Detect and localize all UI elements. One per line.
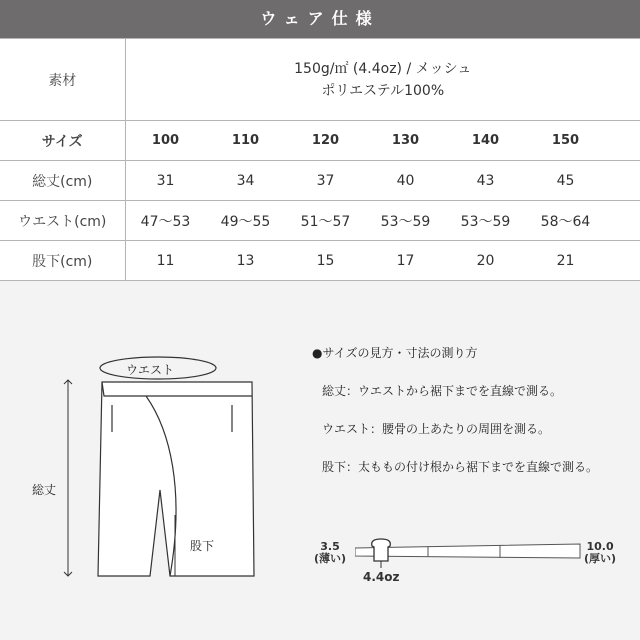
page-title: ウェア仕様 (0, 0, 640, 38)
waist-label: ウエスト (126, 363, 175, 377)
cell: 45 (556, 172, 575, 189)
thickness-gauge (310, 535, 630, 595)
length-label: 総丈 (32, 483, 57, 497)
row-values (126, 161, 640, 200)
notes-heading: ●サイズの見方・寸法の測り方 (312, 346, 478, 360)
cell: 20 (476, 252, 495, 269)
gauge-max: 10.0 (厚い) (584, 540, 617, 565)
table-row (0, 39, 640, 121)
cell: 120 (311, 133, 340, 148)
table-row (0, 241, 640, 281)
material-label: 素材 (0, 39, 125, 121)
cell: 31 (156, 172, 175, 189)
cell: 17 (396, 252, 415, 269)
table-row (0, 161, 640, 201)
table-row (0, 121, 640, 161)
cell: 37 (316, 172, 335, 189)
cell: 34 (236, 172, 255, 189)
table-row (0, 201, 640, 241)
cell: 150 (551, 133, 580, 148)
material-line1: 150g/㎡ (4.4oz) / メッシュ (294, 60, 472, 77)
cell: 53〜59 (460, 213, 511, 230)
cell: 110 (231, 133, 260, 148)
row-values (126, 201, 640, 240)
cell: 53〜59 (380, 213, 431, 230)
gauge-marker (372, 539, 391, 561)
cell: 13 (236, 252, 255, 269)
shorts-diagram (20, 340, 290, 590)
gauge-min: 3.5 (薄い) (314, 540, 347, 565)
cell: 130 (391, 133, 420, 148)
note-waist: ウエスト：腰骨の上あたりの周囲を測る。 (322, 422, 551, 436)
cell: 11 (156, 252, 175, 269)
row-label: 股下(cm) (0, 241, 125, 281)
cell: 140 (471, 133, 500, 148)
inseam-label: 股下 (190, 539, 215, 553)
cell: 15 (316, 252, 335, 269)
cell: 40 (396, 172, 415, 189)
row-label: サイズ (0, 121, 125, 161)
gauge-value: 4.4oz (363, 570, 400, 584)
spec-table (0, 38, 640, 281)
cell: 43 (476, 172, 495, 189)
material-line2: ポリエステル100% (321, 82, 445, 99)
cell: 49〜55 (220, 213, 271, 230)
cell: 21 (556, 252, 575, 269)
note-inseam: 股下：太ももの付け根から裾下までを直線で測る。 (322, 460, 599, 474)
note-length: 総丈：ウエストから裾下までを直線で測る。 (322, 384, 563, 398)
cell: 51〜57 (300, 213, 351, 230)
cell: 100 (151, 133, 180, 148)
row-label: 総丈(cm) (0, 161, 125, 201)
row-values (126, 121, 640, 160)
row-values (126, 241, 640, 280)
material-value (125, 39, 640, 121)
cell: 47〜53 (140, 213, 191, 230)
cell: 58〜64 (540, 213, 591, 230)
row-label: ウエスト(cm) (0, 201, 125, 241)
